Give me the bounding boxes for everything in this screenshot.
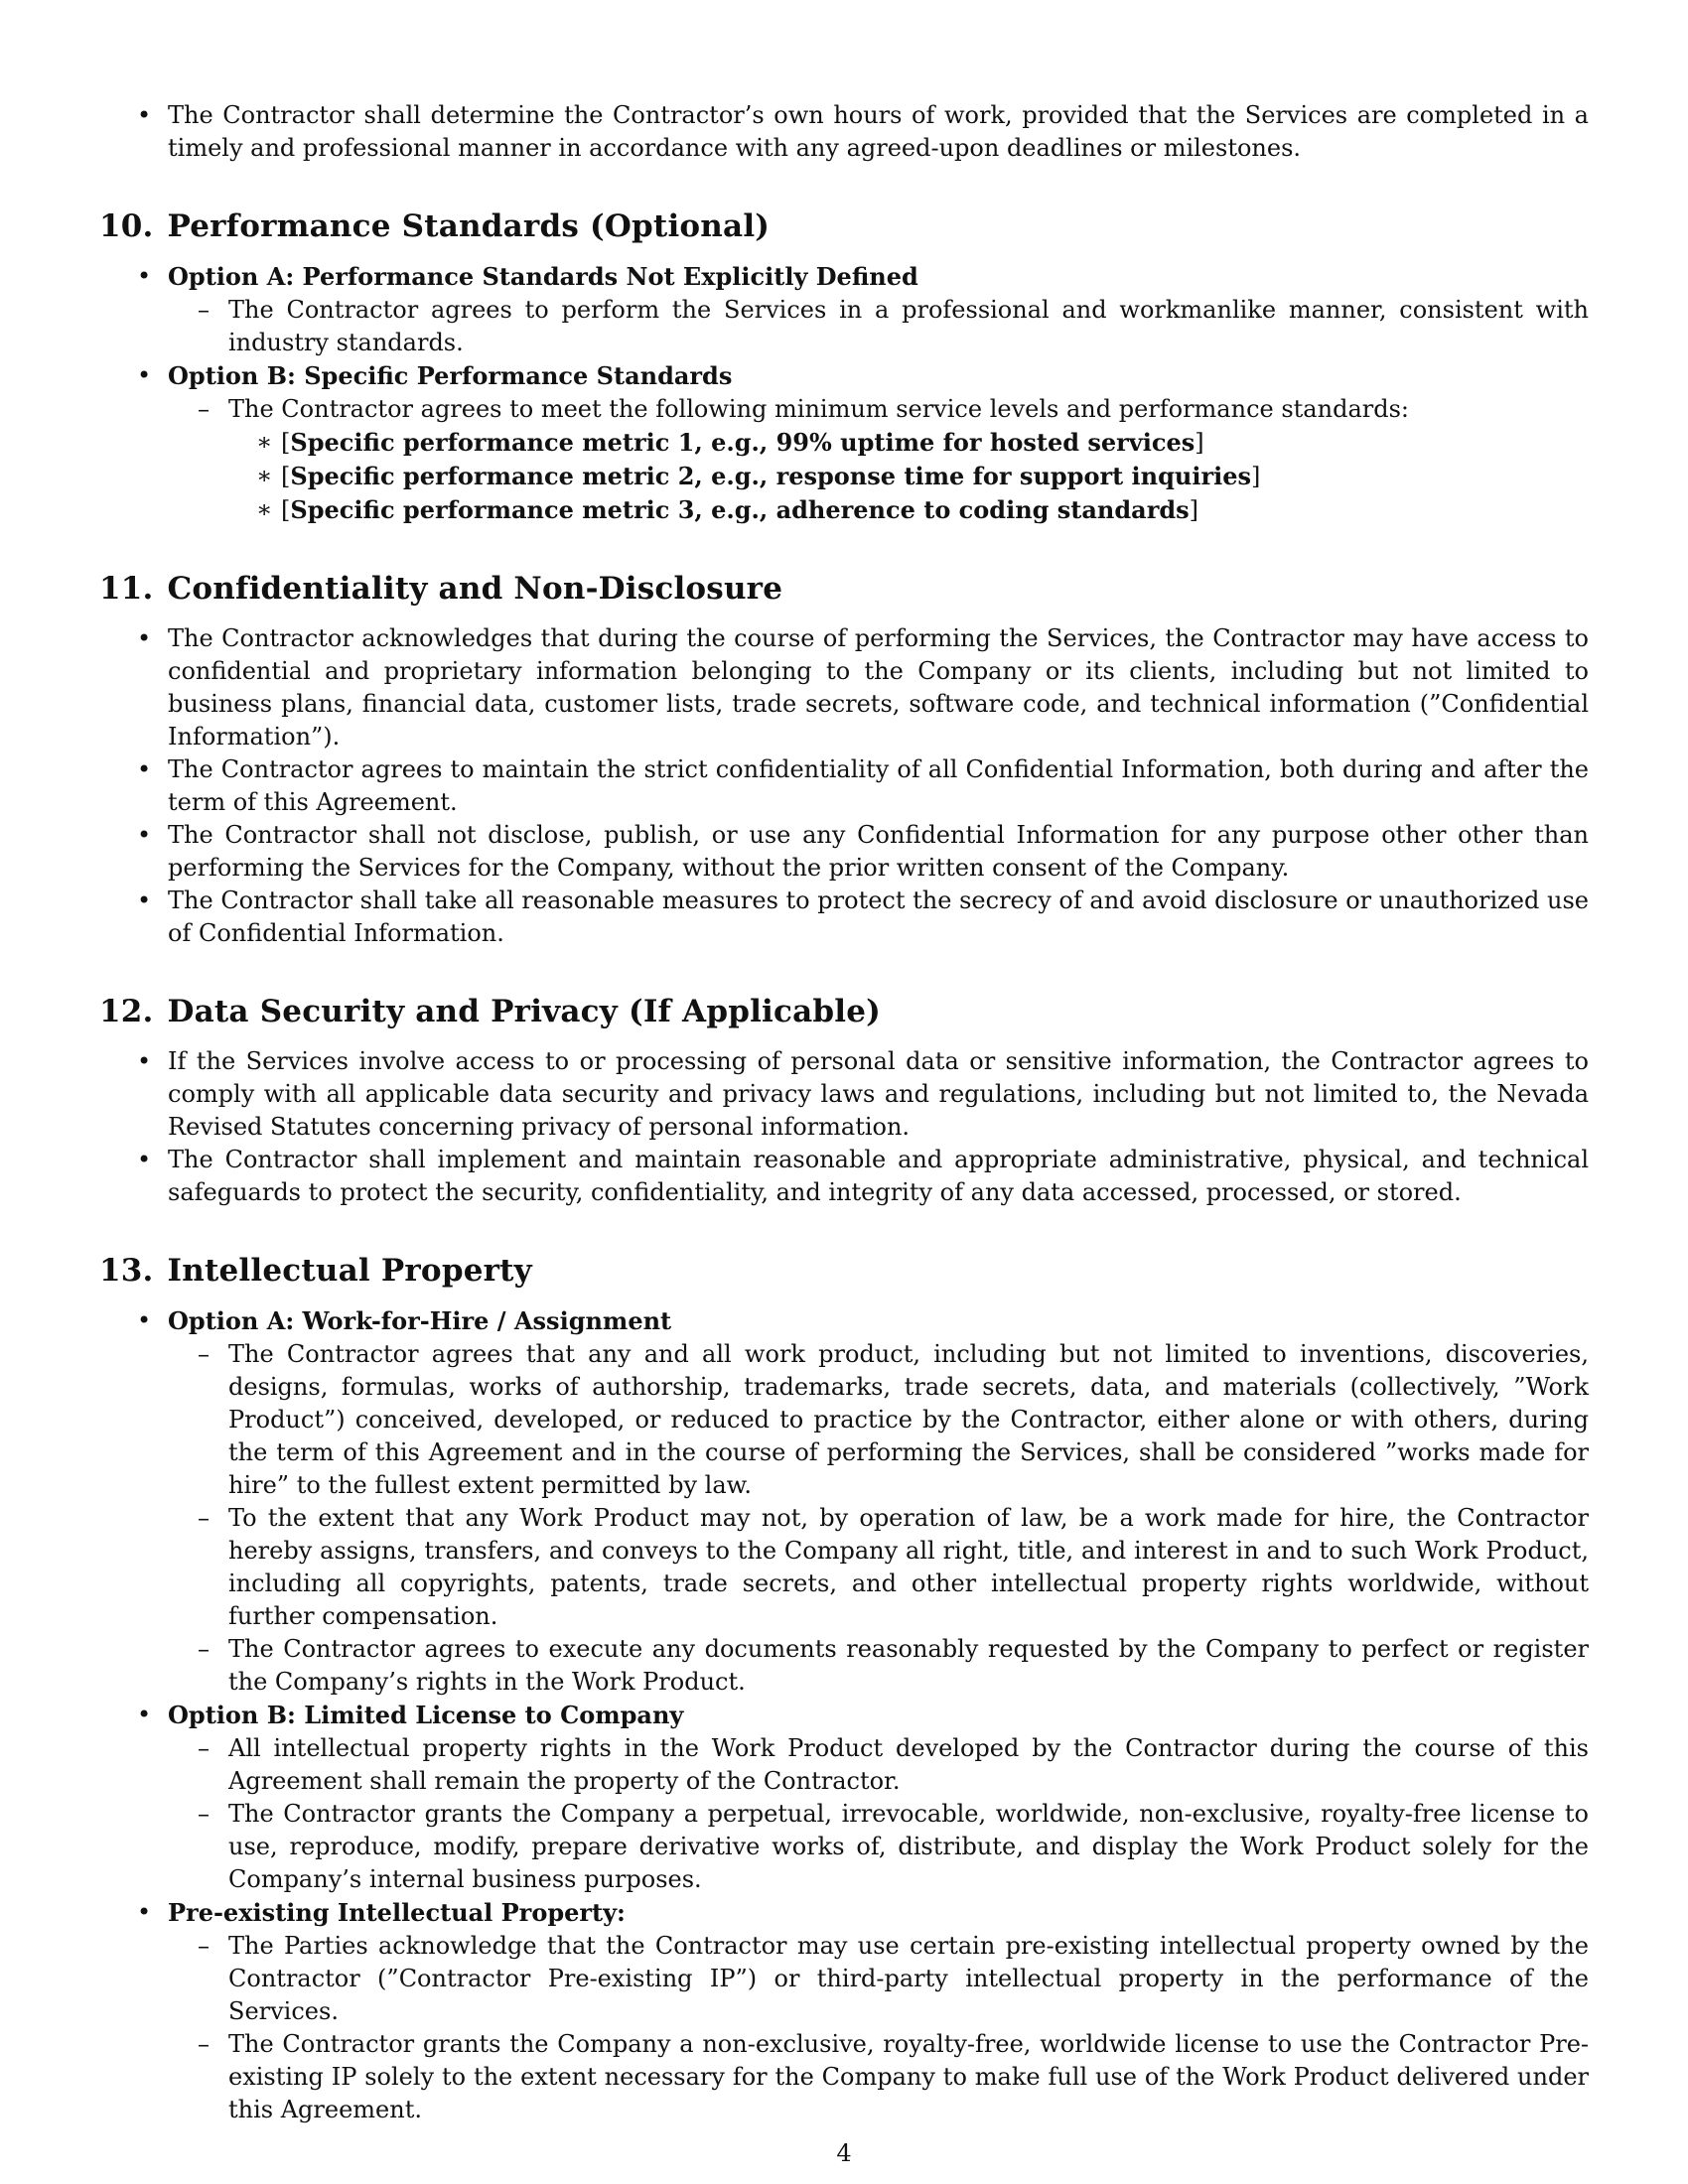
section-title: Confidentiality and Non-Disclosure bbox=[167, 571, 783, 607]
option-b-item bbox=[99, 359, 1589, 527]
section-title: Data Security and Privacy (If Applicable) bbox=[167, 994, 882, 1029]
list-item: – To the extent that any Work Product may not, by operation of law, be a work made for hire, the Contractor hereby assigns, transfers, and conveys to the Company all right, title, and interest in and to such Work Product, including all copyrights, patents, trade secrets, and other intellectual property rights worldwide, without further compensation. bbox=[168, 1502, 1589, 1633]
section-confidentiality bbox=[99, 571, 1589, 950]
option-a-item bbox=[99, 260, 1589, 359]
section-title: Intellectual Property bbox=[167, 1253, 532, 1289]
list-item: • The Contractor shall take all reasonable measures to protect the secrecy of and avoid disclosure or unauthorized use of Confidential Information. bbox=[99, 885, 1589, 950]
section-performance-standards bbox=[99, 208, 1589, 527]
metric-item: ∗ [Specific performance metric 1, e.g., 99% uptime for hosted services] bbox=[228, 426, 1589, 460]
pre-existing-ip-label: Pre-existing Intellectual Property: bbox=[168, 1898, 626, 1927]
pre-existing-ip-item bbox=[99, 1896, 1589, 2126]
option-b-sublist bbox=[168, 1732, 1589, 1896]
list-item: – The Contractor grants the Company a non-exclusive, royalty-free, worldwide license to use the Contractor Pre-existing IP solely to the extent necessary for the Company to make full use of the Work Product delivered under this Agreement. bbox=[168, 2028, 1589, 2126]
option-a-sublist bbox=[168, 1338, 1589, 1699]
section-heading bbox=[99, 1253, 1589, 1289]
section-heading bbox=[99, 571, 1589, 607]
section-data-security bbox=[99, 994, 1589, 1209]
list-item: – The Contractor agrees that any and all work product, including but not limited to inventions, discoveries, designs, formulas, works of authorship, trademarks, trade secrets, data, and materials (collectively, ”Work Product”) conceived, developed, or reduced to practice by the Contractor, either alone or with others, during the term of this Agreement and in the course of performing the Services, shall be considered ”works made for hire” to the fullest extent permitted by law. bbox=[168, 1338, 1589, 1502]
section-number: 10. bbox=[99, 208, 154, 244]
section-heading bbox=[99, 208, 1589, 244]
section-title: Performance Standards (Optional) bbox=[167, 208, 771, 244]
option-a-label: Option A: Work-for-Hire / Assignment bbox=[168, 1306, 672, 1335]
option-a-item bbox=[99, 1304, 1589, 1699]
section-number: 11. bbox=[99, 571, 154, 607]
list-item: – The Contractor grants the Company a perpetual, irrevocable, worldwide, non-exclusive, royalty-free license to use, reproduce, modify, prepare derivative works of, distribute, and display the Work Product solely for the Company’s internal business purposes. bbox=[168, 1798, 1589, 1896]
metric-text: Specific performance metric 2, e.g., response time for support inquiries bbox=[290, 462, 1252, 490]
section-heading bbox=[99, 994, 1589, 1029]
option-b-intro: The Contractor agrees to meet the following minimum service levels and performance standards: bbox=[228, 395, 1409, 423]
option-b-label: Option B: Limited License to Company bbox=[168, 1701, 684, 1729]
metrics-list bbox=[228, 426, 1589, 527]
metric-item: ∗ [Specific performance metric 3, e.g., adherence to coding standards] bbox=[228, 493, 1589, 527]
option-b-item bbox=[99, 1699, 1589, 1896]
section-number: 13. bbox=[99, 1253, 154, 1289]
option-a-label: Option A: Performance Standards Not Explicitly Defined bbox=[168, 262, 918, 291]
option-b-label: Option B: Specific Performance Standards bbox=[168, 361, 733, 390]
list-item: • If the Services involve access to or processing of personal data or sensitive information, the Contractor agrees to comply with all applicable data security and privacy laws and regulations, including but not limited to, the Nevada Revised Statutes concerning privacy of personal information. bbox=[99, 1045, 1589, 1144]
section-12-list bbox=[99, 1045, 1589, 1209]
option-b-text bbox=[168, 393, 1589, 527]
list-item: – The Contractor agrees to execute any documents reasonably requested by the Company to perfect or register the Company’s rights in the Work Product. bbox=[168, 1633, 1589, 1699]
list-item: – All intellectual property rights in the Work Product developed by the Contractor during the course of this Agreement shall remain the property of the Contractor. bbox=[168, 1732, 1589, 1798]
metric-item: ∗ [Specific performance metric 2, e.g., response time for support inquiries] bbox=[228, 460, 1589, 493]
section-number: 12. bbox=[99, 994, 154, 1029]
metric-text: Specific performance metric 1, e.g., 99% uptime for hosted services bbox=[290, 428, 1196, 457]
section-intellectual-property bbox=[99, 1253, 1589, 2126]
metric-text: Specific performance metric 3, e.g., adherence to coding standards bbox=[290, 495, 1190, 524]
list-item: • The Contractor acknowledges that during the course of performing the Services, the Contractor may have access to confidential and proprietary information belonging to the Company or its clients, including but not limited to business plans, financial data, customer lists, trade secrets, software code, and technical information (”Confidential Information”). bbox=[99, 622, 1589, 753]
section-11-list bbox=[99, 622, 1589, 950]
option-a-sublist bbox=[168, 294, 1589, 359]
option-a-text: – The Contractor agrees to perform the Services in a professional and workmanlike manner, consistent with industry standards. bbox=[168, 294, 1589, 359]
option-b-sublist bbox=[168, 393, 1589, 527]
list-item: • The Contractor agrees to maintain the strict confidentiality of all Confidential Information, both during and after the term of this Agreement. bbox=[99, 753, 1589, 819]
page-number: 4 bbox=[836, 2139, 852, 2167]
section-13-list bbox=[99, 1304, 1589, 2126]
section-10-list bbox=[99, 260, 1589, 527]
list-item: • The Contractor shall implement and maintain reasonable and appropriate administrative, physical, and technical safeguards to protect the security, confidentiality, and integrity of any data accessed, processed, or stored. bbox=[99, 1144, 1589, 1209]
list-item: • The Contractor shall not disclose, publish, or use any Confidential Information for any purpose other other than performing the Services for the Company, without the prior written consent of the Company. bbox=[99, 819, 1589, 885]
hours-of-work-list bbox=[99, 99, 1589, 165]
hours-of-work-bullet: • The Contractor shall determine the Contractor’s own hours of work, provided that the Services are completed in a timely and professional manner in accordance with any agreed-upon deadlines or milestones. bbox=[99, 99, 1589, 165]
document-page bbox=[99, 99, 1589, 2126]
list-item: – The Parties acknowledge that the Contractor may use certain pre-existing intellectual property owned by the Contractor (”Contractor Pre-existing IP”) or third-party intellectual property in the performance of the Services. bbox=[168, 1930, 1589, 2028]
pre-existing-ip-sublist bbox=[168, 1930, 1589, 2126]
